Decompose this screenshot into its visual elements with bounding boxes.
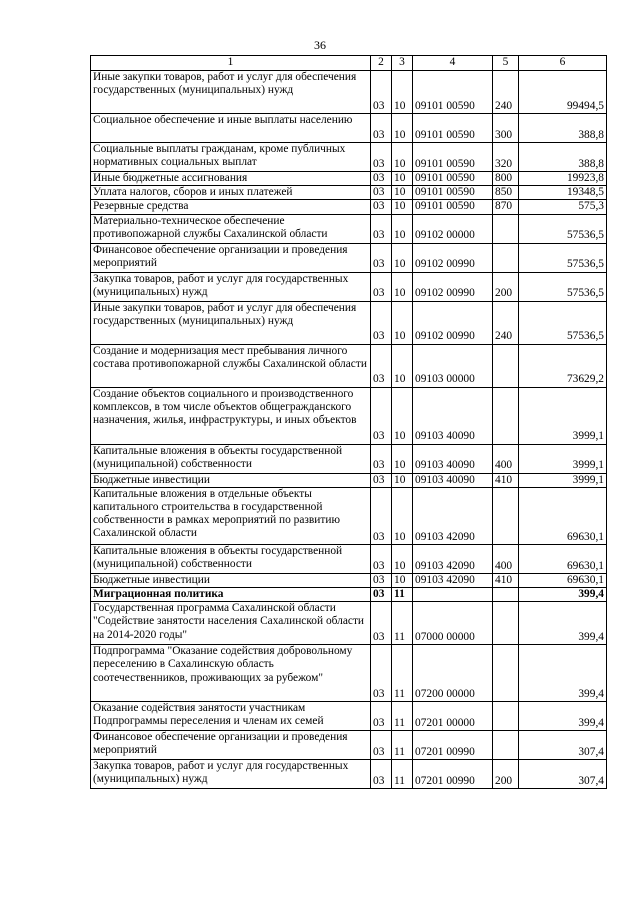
row-expense-type: 800 <box>493 172 519 186</box>
row-name: Подпрограмма "Оказание содействия добровольному переселению в Сахалинскую область соотечественников, проживающих за рубежом" <box>91 645 371 702</box>
row-section: 03 <box>371 702 392 731</box>
row-section: 03 <box>371 214 392 243</box>
row-amount: 73629,2 <box>519 344 607 387</box>
row-section: 03 <box>371 645 392 702</box>
row-target-code: 09103 40090 <box>413 473 493 487</box>
table-row <box>91 214 607 243</box>
row-amount: 399,4 <box>519 602 607 645</box>
row-amount: 69630,1 <box>519 544 607 573</box>
row-target-code: 07200 00000 <box>413 645 493 702</box>
row-amount: 3999,1 <box>519 444 607 473</box>
row-expense-type <box>493 387 519 444</box>
row-name: Оказание содействия занятости участникам Подпрограммы переселения и членам их семей <box>91 702 371 731</box>
row-target-code: 07201 00000 <box>413 702 493 731</box>
row-section: 03 <box>371 544 392 573</box>
row-amount: 3999,1 <box>519 387 607 444</box>
row-name: Государственная программа Сахалинской области "Содействие занятости населения Сахалинской области на 2014-2020 годы" <box>91 602 371 645</box>
row-section: 03 <box>371 487 392 544</box>
row-section: 03 <box>371 272 392 301</box>
row-expense-type: 300 <box>493 114 519 143</box>
row-name: Социальные выплаты гражданам, кроме публичных нормативных социальных выплат <box>91 143 371 172</box>
row-expense-type: 410 <box>493 473 519 487</box>
row-amount: 575,3 <box>519 200 607 214</box>
row-section: 03 <box>371 602 392 645</box>
row-subsection: 10 <box>392 487 413 544</box>
table-row <box>91 71 607 114</box>
row-target-code: 07000 00000 <box>413 602 493 645</box>
row-expense-type <box>493 214 519 243</box>
page-number: 36 <box>314 38 326 52</box>
table-row <box>91 301 607 344</box>
row-expense-type: 200 <box>493 760 519 789</box>
column-header: 1 <box>91 56 371 71</box>
row-expense-type: 320 <box>493 143 519 172</box>
row-amount: 19348,5 <box>519 186 607 200</box>
row-section: 03 <box>371 473 392 487</box>
row-subsection: 11 <box>392 702 413 731</box>
row-expense-type <box>493 602 519 645</box>
row-target-code: 09102 00990 <box>413 301 493 344</box>
row-expense-type: 240 <box>493 71 519 114</box>
row-subsection: 11 <box>392 645 413 702</box>
row-subsection: 10 <box>392 114 413 143</box>
row-name: Создание объектов социального и производственного комплексов, в том числе объектов общегражданского назначения, жилья, инфраструктуры, и иных объектов <box>91 387 371 444</box>
row-subsection: 10 <box>392 387 413 444</box>
row-section: 03 <box>371 143 392 172</box>
table-row <box>91 444 607 473</box>
row-target-code: 09103 42090 <box>413 487 493 544</box>
row-target-code: 09101 00590 <box>413 186 493 200</box>
row-section: 03 <box>371 444 392 473</box>
row-subsection: 11 <box>392 731 413 760</box>
row-expense-type: 850 <box>493 186 519 200</box>
row-section: 03 <box>371 114 392 143</box>
row-name: Создание и модернизация мест пребывания личного состава противопожарной службы Сахалинской области <box>91 344 371 387</box>
column-header: 2 <box>371 56 392 71</box>
row-subsection: 10 <box>392 186 413 200</box>
row-section: 03 <box>371 71 392 114</box>
table-row <box>91 172 607 186</box>
row-target-code: 09103 40090 <box>413 387 493 444</box>
row-amount: 388,8 <box>519 143 607 172</box>
row-subsection: 10 <box>392 444 413 473</box>
row-target-code: 09101 00590 <box>413 71 493 114</box>
row-section: 03 <box>371 588 392 602</box>
table-row <box>91 588 607 602</box>
table-row <box>91 473 607 487</box>
table-row <box>91 344 607 387</box>
row-target-code: 09101 00590 <box>413 172 493 186</box>
table-row <box>91 573 607 587</box>
row-expense-type: 240 <box>493 301 519 344</box>
row-target-code: 09103 00000 <box>413 344 493 387</box>
row-name: Финансовое обеспечение организации и проведения мероприятий <box>91 731 371 760</box>
table-row <box>91 200 607 214</box>
row-subsection: 10 <box>392 301 413 344</box>
row-amount: 399,4 <box>519 588 607 602</box>
row-target-code: 09102 00990 <box>413 243 493 272</box>
row-target-code: 09101 00590 <box>413 114 493 143</box>
row-section: 03 <box>371 760 392 789</box>
row-expense-type <box>493 588 519 602</box>
row-name: Социальное обеспечение и иные выплаты населению <box>91 114 371 143</box>
row-subsection: 10 <box>392 243 413 272</box>
row-name: Капитальные вложения в объекты государственной (муниципальной) собственности <box>91 444 371 473</box>
row-subsection: 10 <box>392 272 413 301</box>
table-row <box>91 702 607 731</box>
row-amount: 99494,5 <box>519 71 607 114</box>
row-section: 03 <box>371 200 392 214</box>
row-amount: 57536,5 <box>519 243 607 272</box>
row-amount: 3999,1 <box>519 473 607 487</box>
row-target-code: 09103 40090 <box>413 444 493 473</box>
row-name: Иные бюджетные ассигнования <box>91 172 371 186</box>
row-expense-type: 200 <box>493 272 519 301</box>
row-section: 03 <box>371 186 392 200</box>
row-section: 03 <box>371 243 392 272</box>
table-row <box>91 143 607 172</box>
row-target-code <box>413 588 493 602</box>
row-name: Резервные средства <box>91 200 371 214</box>
table-row <box>91 760 607 789</box>
row-expense-type: 410 <box>493 573 519 587</box>
column-header: 4 <box>413 56 493 71</box>
row-target-code: 09101 00590 <box>413 200 493 214</box>
row-section: 03 <box>371 387 392 444</box>
row-amount: 69630,1 <box>519 487 607 544</box>
row-amount: 19923,8 <box>519 172 607 186</box>
row-target-code: 07201 00990 <box>413 760 493 789</box>
row-name: Капитальные вложения в объекты государственной (муниципальной) собственности <box>91 544 371 573</box>
row-name: Бюджетные инвестиции <box>91 473 371 487</box>
row-expense-type <box>493 344 519 387</box>
table-header-row <box>91 56 607 71</box>
table-row <box>91 645 607 702</box>
row-expense-type <box>493 645 519 702</box>
table-row <box>91 731 607 760</box>
row-amount: 57536,5 <box>519 272 607 301</box>
row-name: Иные закупки товаров, работ и услуг для обеспечения государственных (муниципальных) нужд <box>91 71 371 114</box>
table-row <box>91 186 607 200</box>
row-target-code: 07201 00990 <box>413 731 493 760</box>
column-header: 3 <box>392 56 413 71</box>
row-amount: 307,4 <box>519 731 607 760</box>
row-amount: 399,4 <box>519 645 607 702</box>
row-amount: 399,4 <box>519 702 607 731</box>
row-expense-type: 400 <box>493 444 519 473</box>
row-expense-type <box>493 487 519 544</box>
row-name: Закупка товаров, работ и услуг для государственных (муниципальных) нужд <box>91 272 371 301</box>
row-expense-type <box>493 731 519 760</box>
row-target-code: 09103 42090 <box>413 544 493 573</box>
row-subsection: 10 <box>392 473 413 487</box>
row-name: Материально-техническое обеспечение противопожарной службы Сахалинской области <box>91 214 371 243</box>
row-name: Финансовое обеспечение организации и проведения мероприятий <box>91 243 371 272</box>
row-subsection: 10 <box>392 344 413 387</box>
row-amount: 69630,1 <box>519 573 607 587</box>
column-header: 5 <box>493 56 519 71</box>
row-name: Миграционная политика <box>91 588 371 602</box>
row-amount: 57536,5 <box>519 214 607 243</box>
row-amount: 57536,5 <box>519 301 607 344</box>
table-row <box>91 544 607 573</box>
row-subsection: 10 <box>392 71 413 114</box>
row-section: 03 <box>371 172 392 186</box>
row-section: 03 <box>371 731 392 760</box>
row-section: 03 <box>371 573 392 587</box>
table-row <box>91 114 607 143</box>
row-target-code: 09103 42090 <box>413 573 493 587</box>
row-name: Капитальные вложения в отдельные объекты капитального строительства в государственной собственности в рамках мероприятий по развитию Сахалинской области <box>91 487 371 544</box>
row-subsection: 10 <box>392 544 413 573</box>
row-subsection: 11 <box>392 588 413 602</box>
row-subsection: 10 <box>392 573 413 587</box>
table-row <box>91 272 607 301</box>
row-subsection: 11 <box>392 602 413 645</box>
row-target-code: 09101 00590 <box>413 143 493 172</box>
row-expense-type <box>493 243 519 272</box>
table-row <box>91 602 607 645</box>
row-amount: 307,4 <box>519 760 607 789</box>
row-subsection: 10 <box>392 214 413 243</box>
table-row <box>91 243 607 272</box>
row-section: 03 <box>371 301 392 344</box>
row-target-code: 09102 00000 <box>413 214 493 243</box>
column-header: 6 <box>519 56 607 71</box>
row-subsection: 10 <box>392 143 413 172</box>
table-row <box>91 387 607 444</box>
row-subsection: 11 <box>392 760 413 789</box>
row-expense-type: 870 <box>493 200 519 214</box>
row-name: Закупка товаров, работ и услуг для государственных (муниципальных) нужд <box>91 760 371 789</box>
row-subsection: 10 <box>392 200 413 214</box>
row-amount: 388,8 <box>519 114 607 143</box>
table-row <box>91 487 607 544</box>
row-target-code: 09102 00990 <box>413 272 493 301</box>
budget-table <box>90 55 607 789</box>
row-name: Бюджетные инвестиции <box>91 573 371 587</box>
row-name: Уплата налогов, сборов и иных платежей <box>91 186 371 200</box>
row-section: 03 <box>371 344 392 387</box>
row-expense-type <box>493 702 519 731</box>
row-expense-type: 400 <box>493 544 519 573</box>
row-subsection: 10 <box>392 172 413 186</box>
row-name: Иные закупки товаров, работ и услуг для обеспечения государственных (муниципальных) нужд <box>91 301 371 344</box>
